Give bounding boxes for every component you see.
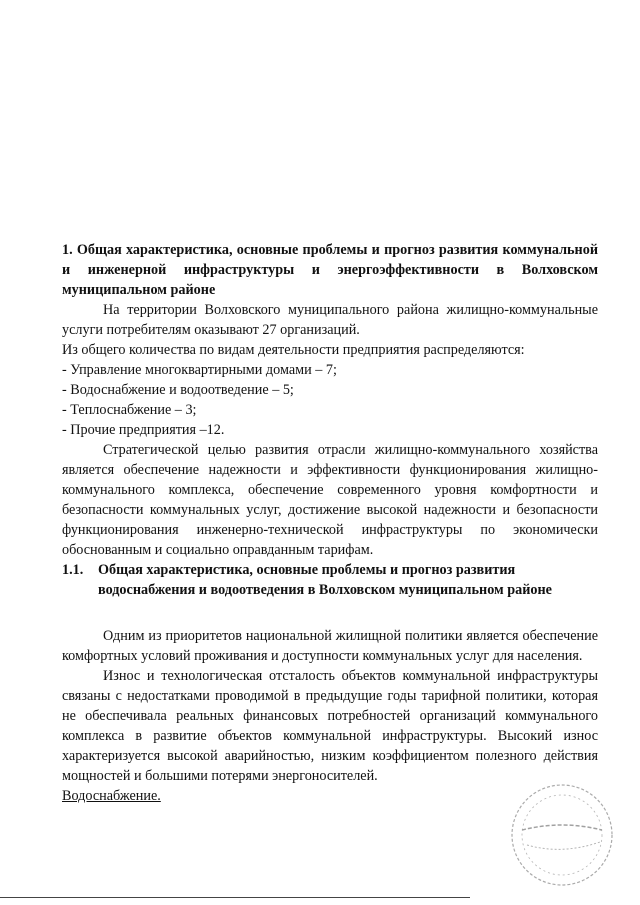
list-item: - Прочие предприятия –12. (62, 422, 225, 438)
spacer (62, 600, 598, 626)
list-item: - Теплоснабжение – 3; (62, 402, 197, 418)
water-supply-subheading: Водоснабжение. (62, 788, 161, 804)
section-1-paragraph-organizations: На территории Волховского муниципального района жилищно-коммунальные услуги потребителям оказывают 27 организаций. (62, 302, 598, 338)
list-item: - Водоснабжение и водоотведение – 5; (62, 382, 294, 398)
section-1-1-paragraph-priorities: Одним из приоритетов национальной жилищной политики является обеспечение комфортных условий проживания и доступности коммунальных услуг для населения. (62, 628, 598, 664)
section-1-paragraph-distribution: Из общего количества по видам деятельности предприятия распределяются: (62, 342, 525, 358)
document-body (62, 240, 598, 806)
activity-list (62, 360, 598, 440)
list-item: - Управление многоквартирными домами – 7; (62, 362, 337, 378)
section-title: Общая характеристика, основные проблемы и прогноз развития водоснабжения и водоотведения в Волховском муниципальном районе (98, 562, 552, 598)
section-1-1-paragraph-wear: Износ и технологическая отсталость объектов коммунальной инфраструктуры связаны с недостатками проводимой в предыдущие годы тарифной политики, которая не обеспечивала реальных финансовых потребностей организаций коммунального комплекса в развитие объектов коммунальной инфраструктуры. Высокий износ характеризуется высокой аварийностью, низким коэффициентом полезного действия мощностей и большими потерями энергоносителей. (62, 668, 598, 784)
section-number: 1.1. (62, 562, 84, 578)
section-1-paragraph-strategy: Стратегической целью развития отрасли жилищно-коммунального хозяйства является обеспечение надежности и эффективности функционирования жилищно-коммунального комплекса, обеспечение современного уровня комфортности и безопасности коммунальных услуг, достижение высокой надежности и безопасности функционирования инженерно-технической инфраструктуры по экономически обоснованным и социально оправданным тарифам. (62, 442, 598, 558)
section-1-1-heading (62, 560, 598, 600)
seal-stamp (482, 780, 622, 890)
section-1-heading: 1. Общая характеристика, основные проблемы и прогноз развития коммунальной и инженерной инфраструктуры и энергоэффективности в Волховском муниципальном районе (62, 242, 598, 298)
footer-rule (0, 897, 470, 898)
